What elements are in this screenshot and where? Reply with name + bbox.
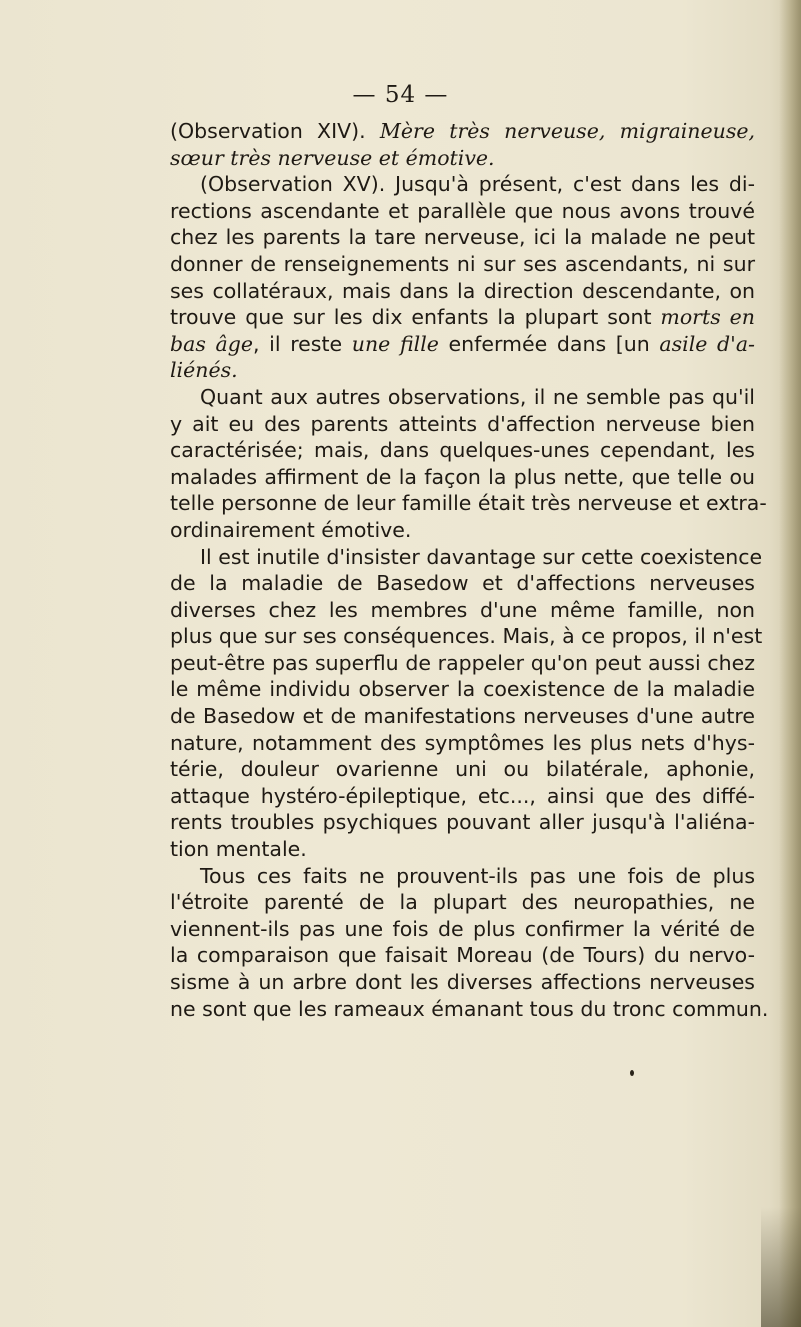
body-text <box>170 118 769 1022</box>
text-segment: nature, notamment des symptômes les plus nets d'hys- <box>170 730 755 755</box>
text-segment: rents troubles psychiques pouvant aller jusqu'à l'aliéna- <box>170 810 755 835</box>
italic-text: Mère très nerveuse, migraineuse, <box>379 119 755 143</box>
text-segment: donner de renseignements ni sur ses ascendants, ni sur <box>170 251 755 276</box>
text-segment: plus que sur ses conséquences. Mais, à ce propos, il n'est <box>170 624 763 649</box>
text-line <box>170 969 755 996</box>
page-corner-shadow <box>761 1207 801 1327</box>
page-edge-shadow <box>779 0 801 1327</box>
text-line <box>170 916 755 943</box>
page-number: — 54 — <box>352 82 449 108</box>
text-segment: ordinairement émotive. <box>170 517 412 542</box>
text-line <box>170 703 755 730</box>
text-line <box>170 942 755 969</box>
text-segment: caractérisée; mais, dans quelques-unes cependant, les <box>170 438 755 463</box>
text-line <box>170 118 755 145</box>
text-line <box>170 357 755 384</box>
ink-spot <box>630 1070 634 1076</box>
italic-text: bas âge <box>170 331 253 356</box>
text-segment: trouve que sur les dix enfants la plupart sont <box>170 305 661 330</box>
text-line <box>170 544 763 571</box>
text-segment: attaque hystéro-épileptique, etc..., ainsi que des diffé- <box>170 783 755 808</box>
text-segment: (Observation XIV). <box>170 119 380 143</box>
text-line <box>170 836 755 863</box>
text-line <box>170 889 755 916</box>
text-segment: diverses chez les membres d'une même famille, non <box>170 597 755 622</box>
text-segment: Quant aux autres observations, il ne semble pas qu'il <box>200 384 755 409</box>
text-line <box>170 198 755 225</box>
text-segment: viennent-ils pas une fois de plus confirmer la vérité de <box>170 916 755 941</box>
text-line <box>170 464 755 491</box>
text-segment: sisme à un arbre dont les diverses affections nerveuses <box>170 970 755 994</box>
text-segment: la comparaison que faisait Moreau (de Tours) du nervo- <box>170 943 755 968</box>
text-segment: Il est inutile d'insister davantage sur cette coexistence <box>200 544 763 569</box>
text-line <box>170 730 755 757</box>
text-segment: chez les parents la tare nerveuse, ici la malade ne peut <box>170 225 755 250</box>
text-line <box>170 145 755 172</box>
text-segment: térie, douleur ovarienne uni ou bilatérale, aphonie, <box>170 757 755 782</box>
text-line <box>170 171 755 198</box>
text-segment: rections ascendante et parallèle que nous avons trouvé <box>170 198 755 223</box>
text-segment: malades affirment de la façon la plus nette, que telle ou <box>170 464 755 489</box>
text-segment: telle personne de leur famille était très nerveuse et extra- <box>170 491 767 516</box>
italic-text: morts en <box>660 305 755 330</box>
text-segment: le même individu observer la coexistence de la maladie <box>170 677 755 702</box>
text-line <box>170 384 755 411</box>
text-line <box>170 278 755 305</box>
italic-text: asile d'a- <box>659 331 755 356</box>
text-line <box>170 996 769 1023</box>
text-line <box>170 570 755 597</box>
text-line <box>170 676 755 703</box>
text-line <box>170 490 767 517</box>
text-segment: ses collatéraux, mais dans la direction descendante, on <box>170 278 755 303</box>
text-segment: tion mentale. <box>170 837 307 862</box>
italic-text: liénés. <box>170 358 238 383</box>
text-segment: , il reste <box>253 331 352 356</box>
text-segment: y ait eu des parents atteints d'affection nerveuse bien <box>170 411 755 436</box>
text-line <box>170 783 755 810</box>
text-segment: ne sont que les rameaux émanant tous du tronc commun. <box>170 996 769 1021</box>
text-line <box>170 517 755 544</box>
text-segment: peut-être pas superflu de rappeler qu'on peut aussi chez <box>170 650 755 675</box>
text-line <box>170 809 755 836</box>
text-segment: de la maladie de Basedow et d'affections nerveuses <box>170 571 755 596</box>
text-line <box>170 756 755 783</box>
text-line <box>170 251 755 278</box>
italic-text: une fille <box>351 331 439 356</box>
text-line <box>170 650 755 677</box>
text-line <box>170 304 755 331</box>
text-line <box>170 331 755 358</box>
italic-text: sœur très nerveuse et émotive. <box>170 145 495 170</box>
text-line <box>170 597 755 624</box>
text-line <box>170 863 755 890</box>
text-line <box>170 411 755 438</box>
text-segment: (Observation XV). Jusqu'à présent, c'est dans les di- <box>200 172 755 197</box>
text-segment: l'étroite parenté de la plupart des neuropathies, ne <box>170 890 755 915</box>
text-line <box>170 437 755 464</box>
text-segment: de Basedow et de manifestations nerveuses d'une autre <box>170 704 755 729</box>
text-line <box>170 623 763 650</box>
text-line <box>170 224 755 251</box>
text-segment: enfermée dans [un <box>438 331 660 356</box>
text-segment: Tous ces faits ne prouvent-ils pas une fois de plus <box>200 863 755 888</box>
